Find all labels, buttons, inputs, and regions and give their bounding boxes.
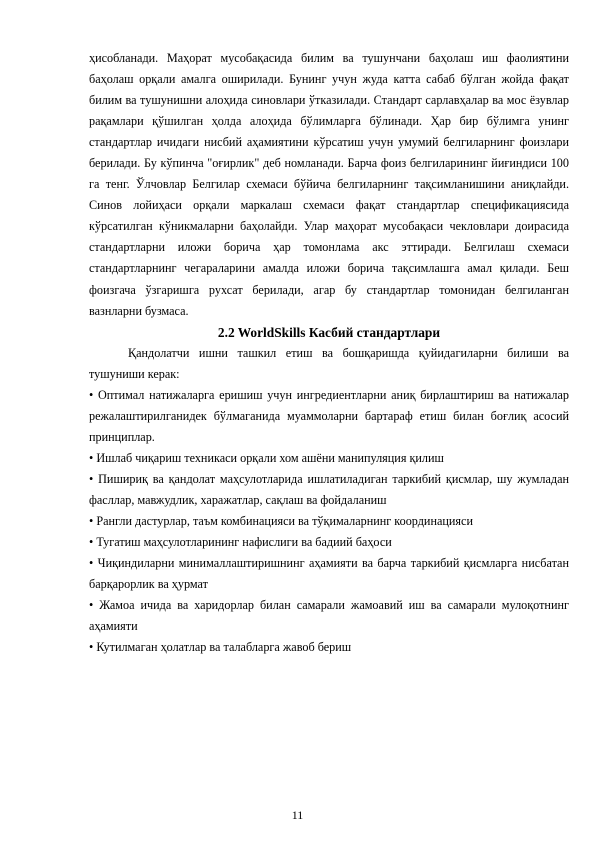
lead-paragraph: Қандолатчи ишни ташкил етиш ва бошқаришда қуйидагиларни билиши ва тушуниши керак: (89, 345, 569, 381)
intro-paragraph: ҳисобланади. Маҳорат мусобақасида билим ва тушунчани баҳолаш иш фаолиятини баҳолаш орқали амалга оширилади. Бунинг учун жуда катта сабаб бўлган жойда фақат билим ва тушунишни алоҳида синовлари ўтказилади. Стандарт сарлавҳалар ва мос ёзувлар рақамлари қўшилган ҳолда алоҳида бўлимларга бўлинади. Ҳар бир бўлимга унинг стандартлар ичидаги нисбий аҳамиятини кўрсатиш учун умумий белгиларнинг фоизлари берилади. Бу кўпинча "оғирлик" деб номланади. Барча фоиз белгиларининг йиғиндиси 100 га тенг. Ўлчовлар Белгилар схемаси бўйича белгиларнинг тақсимланишини аниқлайди. Синов лойиҳаси орқали маркалаш схемаси фақат стандартлар спецификациясида кўрсатилган кўникмаларни баҳолайди. Улар маҳорат мусобақаси чекловлари доирасида стандартларни иложи борича ҳар томонлама акс эттиради. Белгилаш схемаси стандартларнинг чегараларини амалда иложи борича тақсимлашга амал қилади. Беш фоизгача ўзгаришга рухсат берилади, агар бу стандартлар томонидан белгиланган вазнларни бузмаса. (89, 51, 569, 318)
list-item: • Ишлаб чиқариш техникаси орқали хом ашёни манипуляция қилиш (89, 450, 444, 465)
list-item: • Рангли дастурлар, таъм комбинацияси ва тўқималарнинг координацияси (89, 514, 473, 529)
page-number: 11 (291, 808, 304, 822)
document-page (89, 48, 569, 658)
list-item: • Тугатиш маҳсулотларининг нафислиги ва бадиий баҳоси (89, 535, 392, 550)
requirements-list (89, 385, 569, 659)
list-item: • Чиқиндиларни минималлаштиришнинг аҳамияти ва барча таркибий қисмларга нисбатан барқарорлик ва ҳурмат (89, 556, 569, 592)
list-item: • Жамоа ичида ва харидорлар билан самарали жамоавий иш ва самарали мулоқотнинг аҳамияти (89, 598, 569, 634)
list-item: • Оптимал натижаларга еришиш учун ингредиентларни аниқ бирлаштириш ва натижалар режалаштирилганидек бўлмаганида муаммоларни бартараф етиш билан боғлиқ асосий принциплар. (89, 387, 569, 444)
list-item: • Пишириқ ва қандолат маҳсулотларида ишлатиладиган таркибий қисмлар, шу жумладан фасллар, мавжудлик, харажатлар, сақлаш ва фойдаланиш (89, 471, 569, 507)
list-item: • Кутилмаган ҳолатлар ва талабларга жавоб бериш (89, 640, 352, 655)
section-heading: 2.2 WorldSkills Касбий стандартлари (217, 324, 441, 340)
